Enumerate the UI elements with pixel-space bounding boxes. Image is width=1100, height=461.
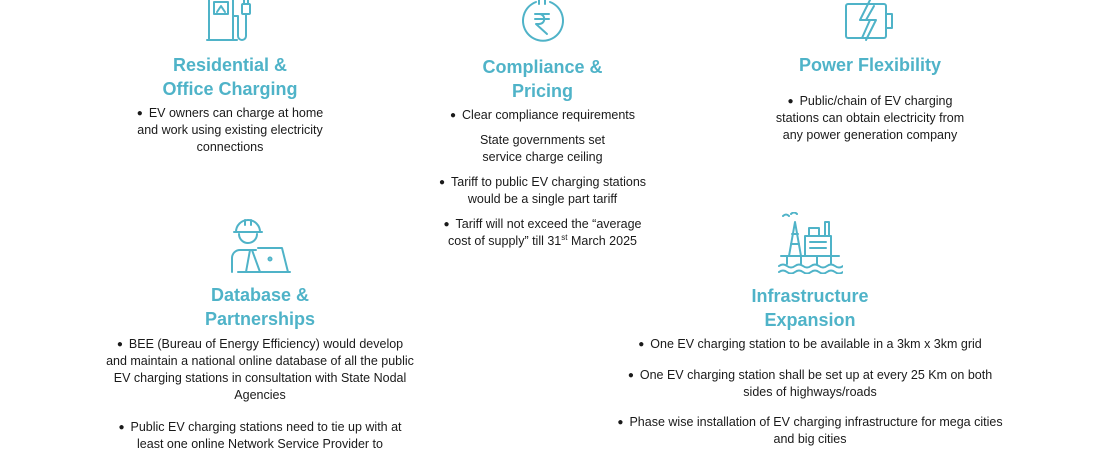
infrastructure-title-line1: Infrastructure (751, 286, 869, 306)
battery-bolt-icon (840, 0, 900, 44)
infrastructure-title-line2: Expansion (764, 310, 856, 330)
residential-bullets (132, 105, 328, 164)
database-bullet-1-text: BEE (Bureau of Energy Efficiency) would develop and maintain a national online database of all the public EV charging stations in consultation with State Nodal Agencies (106, 337, 414, 402)
residential-title (110, 53, 350, 101)
infrastructure-bullet-1-text: One EV charging station to be available in a 3km x 3km grid (650, 337, 982, 351)
database-bullet-2: ● Public EV charging stations need to tie up with at least one online Network Service Provider to (118, 420, 402, 451)
ev-charger-icon (205, 0, 255, 44)
compliance-bullet-2 (438, 132, 647, 166)
power-title: Power Flexibility (798, 55, 942, 75)
compliance-title (430, 55, 655, 103)
database-title-line2: Partnerships (204, 309, 316, 329)
card-database-partnerships (100, 212, 420, 450)
infrastructure-bullet-1: ● One EV charging station to be available in a 3km x 3km grid (638, 337, 982, 351)
infrastructure-bullet-3-text: Phase wise installation of EV charging infrastructure for mega cities and big cities (629, 415, 1003, 446)
infrastructure-title (605, 284, 1015, 332)
residential-bullet-1: ● EV owners can charge at home and work using existing electricity connections (136, 106, 324, 154)
compliance-bullet-1-text: Clear compliance requirements (462, 108, 636, 122)
infrastructure-bullet-2: ● One EV charging station shall be set up at every 25 Km on both sides of highways/roads (627, 368, 993, 399)
rupee-icon (516, 0, 568, 44)
database-bullet-1: ● BEE (Bureau of Energy Efficiency) would develop and maintain a national online database of all the public EV charging stations in consultation with State Nodal Agencies (106, 337, 414, 402)
compliance-bullet-3: ● Tariff to public EV charging stations would be a single part tariff (438, 175, 647, 206)
infrastructure-bullet-2-text: One EV charging station shall be set up at every 25 Km on both sides of highways/roads (639, 368, 993, 399)
compliance-title-line1: Compliance & (482, 57, 603, 77)
database-bullets (106, 336, 414, 461)
residential-title-line2: Office Charging (162, 79, 298, 99)
compliance-bullet-4-text: Tariff will not exceed the “average cost of supply” till 31 (448, 217, 642, 248)
power-bullet-1: ● Public/chain of EV charging stations can obtain electricity from any power generation company (775, 94, 965, 142)
card-residential-charging (110, 0, 350, 170)
compliance-bullet-3-text: Tariff to public EV charging stations would be a single part tariff (451, 175, 647, 206)
compliance-title-line2: Pricing (511, 81, 573, 101)
power-bullet-1-text: Public/chain of EV charging stations can obtain electricity from any power generation company (775, 94, 965, 142)
compliance-bullet-4: ● Tariff will not exceed the “average cost of supply” till 31st March 2025 (443, 217, 642, 248)
compliance-bullet-4-sup: st (561, 232, 568, 242)
infrastructure-bullet-3: ● Phase wise installation of EV charging infrastructure for mega cities and big cities (617, 415, 1003, 446)
power-bullets (774, 93, 966, 152)
infrastructure-bullets (611, 336, 1009, 456)
residential-bullet-1-text: EV owners can charge at home and work using existing electricity connections (137, 106, 324, 154)
compliance-bullet-1: ● Clear compliance requirements (449, 108, 636, 122)
compliance-bullet-4-end: March 2025 (567, 234, 637, 248)
compliance-bullet-2-text: State governments set service charge ceiling (479, 133, 606, 164)
oil-rig-icon (777, 212, 843, 274)
engineer-laptop-icon (228, 214, 292, 276)
card-power-flexibility (760, 0, 980, 150)
database-title-line1: Database & (210, 285, 310, 305)
database-title (100, 283, 420, 331)
database-bullet-2-text: Public EV charging stations need to tie up with at least one online Network Service Provider to (130, 420, 402, 451)
residential-title-line1: Residential & (172, 55, 288, 75)
card-infrastructure-expansion (605, 212, 1015, 450)
